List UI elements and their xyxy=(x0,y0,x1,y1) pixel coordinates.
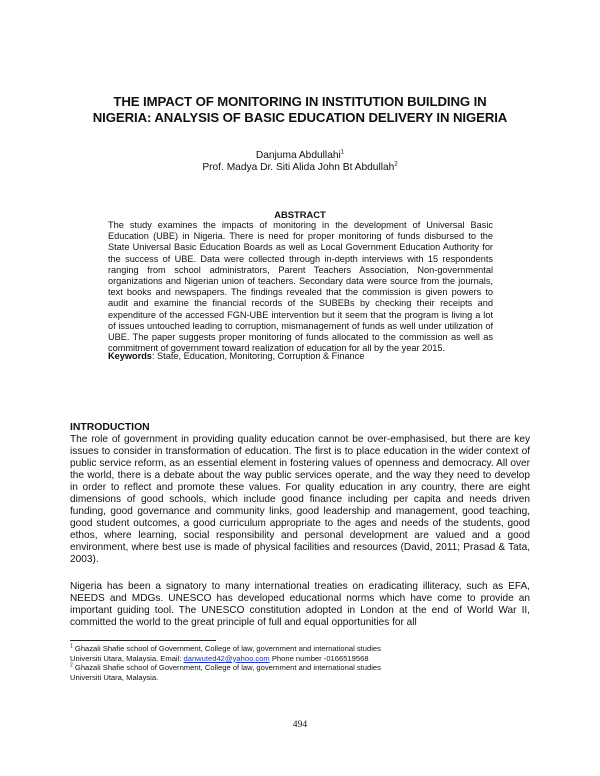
abstract-heading: ABSTRACT xyxy=(274,209,326,220)
footnote-1-phone: Phone number -0166519568 xyxy=(269,653,369,663)
footnote-1-line-1 xyxy=(70,644,530,654)
author-1-affiliation-marker: 1 xyxy=(340,149,345,156)
title-line-1: THE IMPACT OF MONITORING IN INSTITUTION BUILDING IN xyxy=(113,94,487,109)
page-number: 494 xyxy=(292,719,308,730)
footnote-1-email-link[interactable]: danwuted42@yahoo.com xyxy=(183,653,270,663)
paper-title xyxy=(60,94,540,126)
intro-paragraph-1: The role of government in providing quality education cannot be over-emphasised, but there are key issues to consider in transformation of education. The first is to place education in the wider context of public service reform, as an essential element in fostering values of openness and democracy. All over the world, there is a debate about the way public services operate, and the way they need to develop in order to reflect and promote these values. For quality education in any country, there are eight dimensions of good schools, which include good finance including per capita and needs driven funding, good governance and community links, good leadership and management, good teaching, good student outcomes, a good curriculum appropriate to the ages and needs of the students, good ethos, where learning, social responsibility and personal development are valued and a good environment, where best use is made of physical facilities and resources (David, 2011; Prasad & Tata, 2003). xyxy=(70,434,530,565)
footnote-2-line-2: Universiti Utara, Malaysia. xyxy=(70,672,159,682)
keywords-label: Keywords xyxy=(108,351,152,361)
author-block xyxy=(120,150,480,174)
footnote-separator xyxy=(70,640,216,641)
footnote-1-line-2 xyxy=(70,654,530,664)
keywords-text: : State, Education, Monitoring, Corruption & Finance xyxy=(151,351,365,361)
author-2 xyxy=(120,162,480,174)
footnote-2-line-1 xyxy=(70,663,530,673)
footnote-1-marker: 1 xyxy=(70,643,73,650)
footnote-2-affiliation: Ghazali Shafie school of Government, College of law, government and international studies xyxy=(74,663,381,673)
footnote-2-marker: 2 xyxy=(70,662,73,669)
footnote-1-affiliation: Ghazali Shafie school of Government, College of law, government and international studies xyxy=(74,644,381,653)
footnotes xyxy=(70,644,530,682)
author-2-name: Prof. Madya Dr. Siti Alida John Bt Abdullah xyxy=(202,162,395,173)
author-1-name: Danjuma Abdullahi xyxy=(255,150,341,161)
keywords-line xyxy=(108,351,508,362)
intro-paragraph-2: Nigeria has been a signatory to many international treaties on eradicating illiteracy, such as EFA, NEEDS and MDGs. UNESCO has developed educational norms which have come to provide an important guiding tool. The UNESCO constitution adopted in London at the end of World War II, committed the world to the great principle of full and equal opportunities for all xyxy=(70,581,530,628)
abstract-text: The study examines the impacts of monitoring in the development of Universal Basic Education (UBE) in Nigeria. There is need for proper monitoring of funds disbursed to the State Universal Basic Education Boards as well as Local Government Education Authority for the success of UBE. Data were collected through in-depth interviews with 15 respondents ranging from school administrators, Parent Teachers Association, Non-governmental organizations and Nigerian union of teachers. Secondary data were source from the journals, text books and newspapers. The findings revealed that the commission is given powers to audit and examine the financial records of the SUBEBs by checking their receipts and expenditure of the accessed FGN-UBE intervention but it seem that the program is living a lot of issues untouched leading to corruption, mismanagement of funds as well under utilization of UBE. The paper suggests proper monitoring of funds allocated to the commission as well as commitment of government toward realization of education for all by the year 2015. xyxy=(108,220,493,354)
section-heading-introduction: INTRODUCTION xyxy=(70,422,150,433)
author-2-affiliation-marker: 2 xyxy=(394,161,398,168)
footnote-1-university: Universiti Utara, Malaysia. Email: xyxy=(70,653,184,663)
title-line-2: NIGERIA: ANALYSIS OF BASIC EDUCATION DELIVERY IN NIGERIA xyxy=(92,110,508,125)
author-1 xyxy=(120,150,480,162)
